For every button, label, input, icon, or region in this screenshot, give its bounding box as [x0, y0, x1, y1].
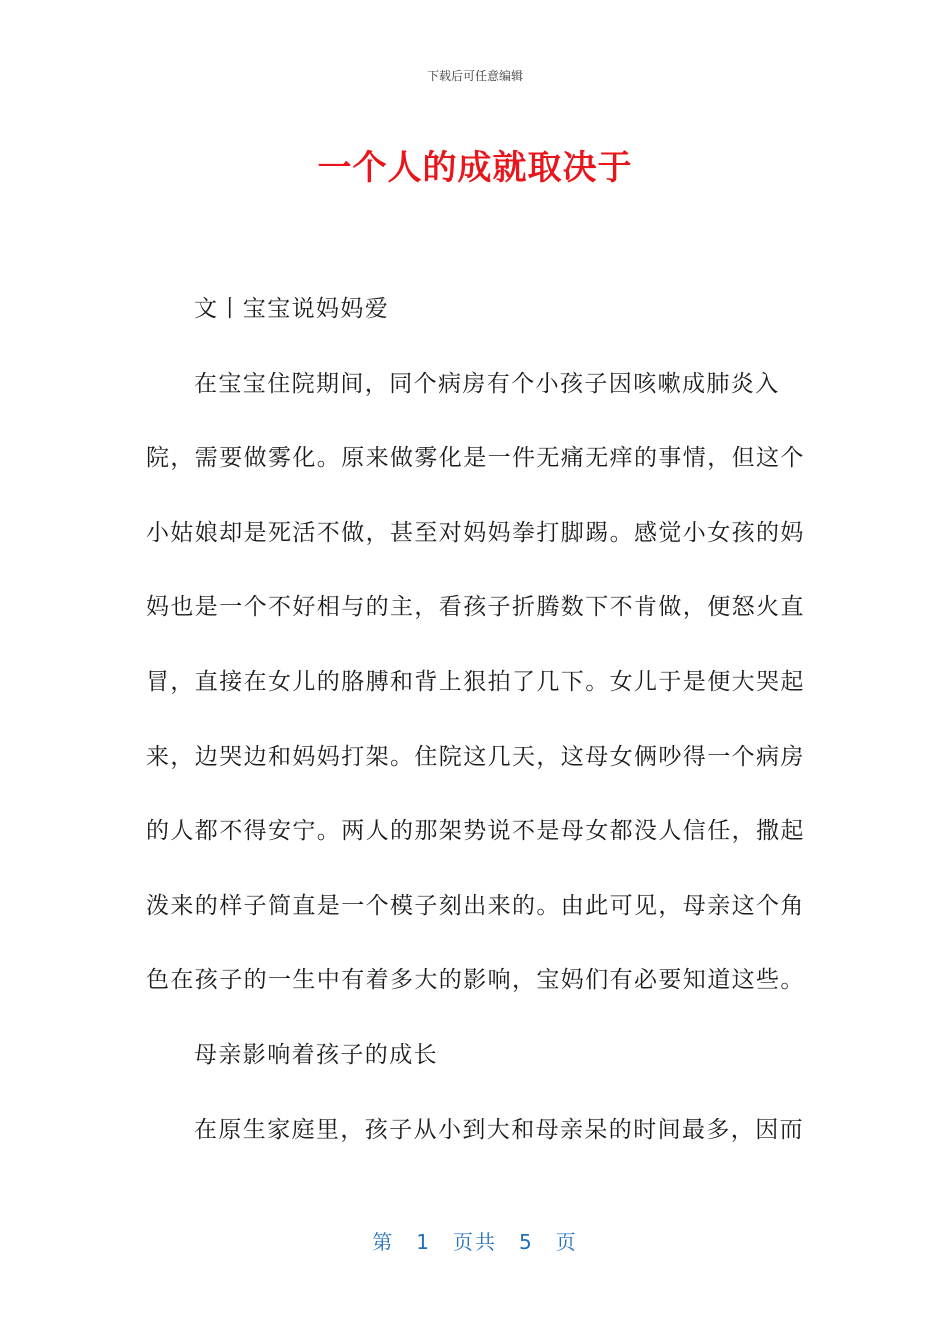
footer-total-pages: 5 — [519, 1230, 534, 1254]
footer-middle: 页共 — [453, 1230, 497, 1254]
header-note: 下载后可任意编辑 — [426, 69, 523, 83]
document-title: 一个人的成就取决于 — [317, 148, 633, 188]
footer-suffix: 页 — [555, 1230, 578, 1254]
body-paragraph: 在原生家庭里，孩子从小到大和母亲呆的时间最多，因而 — [194, 1116, 804, 1143]
author-line: 文丨宝宝说妈妈爱 — [194, 296, 390, 322]
body-paragraph: 在宝宝住院期间，同个病房有个小孩子因咳嗽成肺炎入院，需要做雾化。原来做雾化是一件无痛无痒的事情，但这个小姑娘却是死活不做，甚至对妈妈拳打脚踢。感觉小女孩的妈妈也是一个不好相与的主，看孩子折腾数下不肯做，便怒火直冒，直接在女儿的胳膊和背上狠拍了几下。女儿于是便大哭起来，边哭边和妈妈打架。住院这几天，这母女俩吵得一个病房的人都不得安宁。两人的那架势说不是母女都没人信任，撒起泼来的样子简直是一个模子刻出来的。由此可见，母亲这个角色在孩子的一生中有着多大的影响，宝妈们有必要知道这些。 — [146, 370, 805, 994]
footer-current-page: 1 — [416, 1230, 431, 1254]
document-body — [146, 272, 806, 1167]
footer-prefix: 第 — [372, 1230, 395, 1254]
page-footer — [0, 1226, 950, 1255]
section-heading: 母亲影响着孩子的成长 — [194, 1041, 438, 1068]
